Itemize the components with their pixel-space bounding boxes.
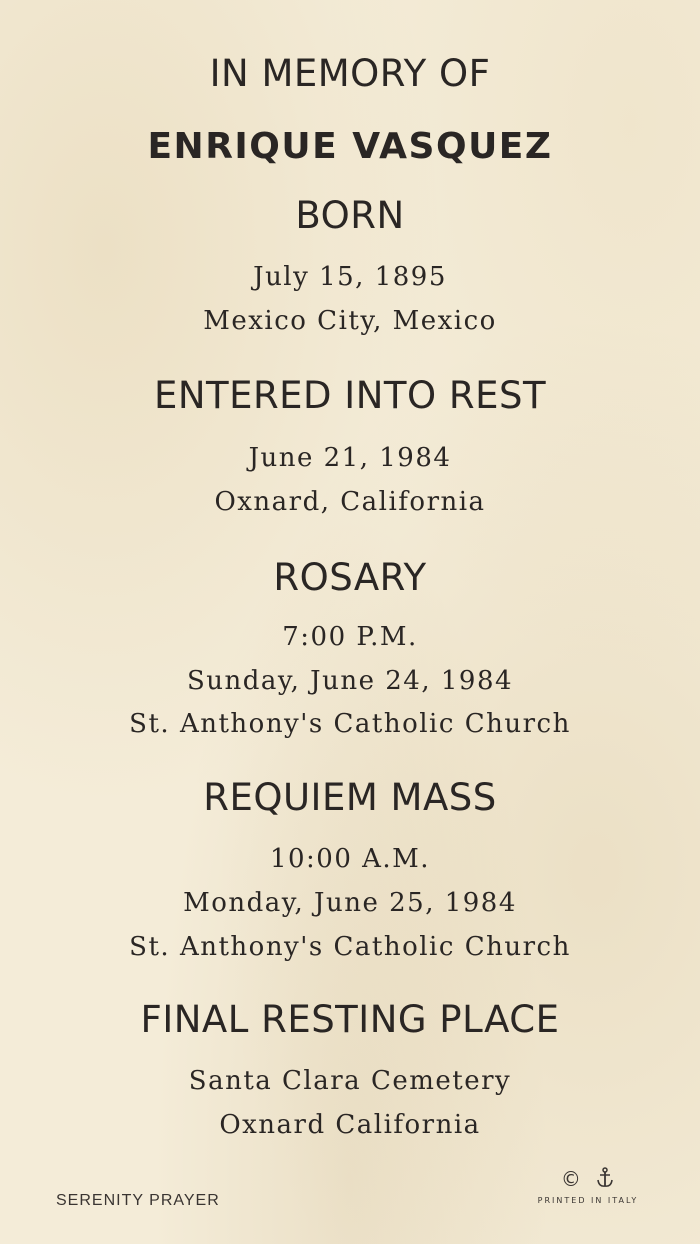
requiem-mass-heading: REQUIEM MASS (203, 776, 497, 819)
resting-place-city: Oxnard California (219, 1110, 481, 1140)
rest-place: Oxnard, California (214, 487, 486, 517)
final-resting-place-heading: FINAL RESTING PLACE (140, 998, 560, 1041)
rosary-place: St. Anthony's Catholic Church (129, 709, 571, 739)
entered-into-rest-heading: ENTERED INTO REST (153, 374, 547, 417)
rosary-heading: ROSARY (273, 556, 427, 599)
serenity-prayer-label: SERENITY PRAYER (56, 1192, 220, 1209)
rest-date: June 21, 1984 (248, 443, 452, 473)
born-date: July 15, 1895 (253, 262, 447, 292)
rosary-time: 7:00 P.M. (282, 622, 418, 652)
born-heading: BORN (295, 194, 405, 237)
copyright-icon: © (560, 1167, 581, 1191)
resting-place-cemetery: Santa Clara Cemetery (188, 1066, 512, 1096)
anchor-icon (595, 1167, 615, 1191)
rosary-date: Sunday, June 24, 1984 (186, 666, 514, 696)
printed-in-italy-label: PRINTED IN ITALY (537, 1196, 639, 1205)
mass-time: 10:00 A.M. (269, 844, 431, 874)
mass-place: St. Anthony's Catholic Church (129, 932, 571, 962)
printer-mark (528, 1166, 648, 1205)
born-place: Mexico City, Mexico (203, 306, 497, 336)
deceased-name: ENRIQUE VASQUEZ (147, 126, 553, 167)
in-memory-of-heading: IN MEMORY OF (209, 52, 491, 95)
mass-date: Monday, June 25, 1984 (183, 888, 517, 918)
